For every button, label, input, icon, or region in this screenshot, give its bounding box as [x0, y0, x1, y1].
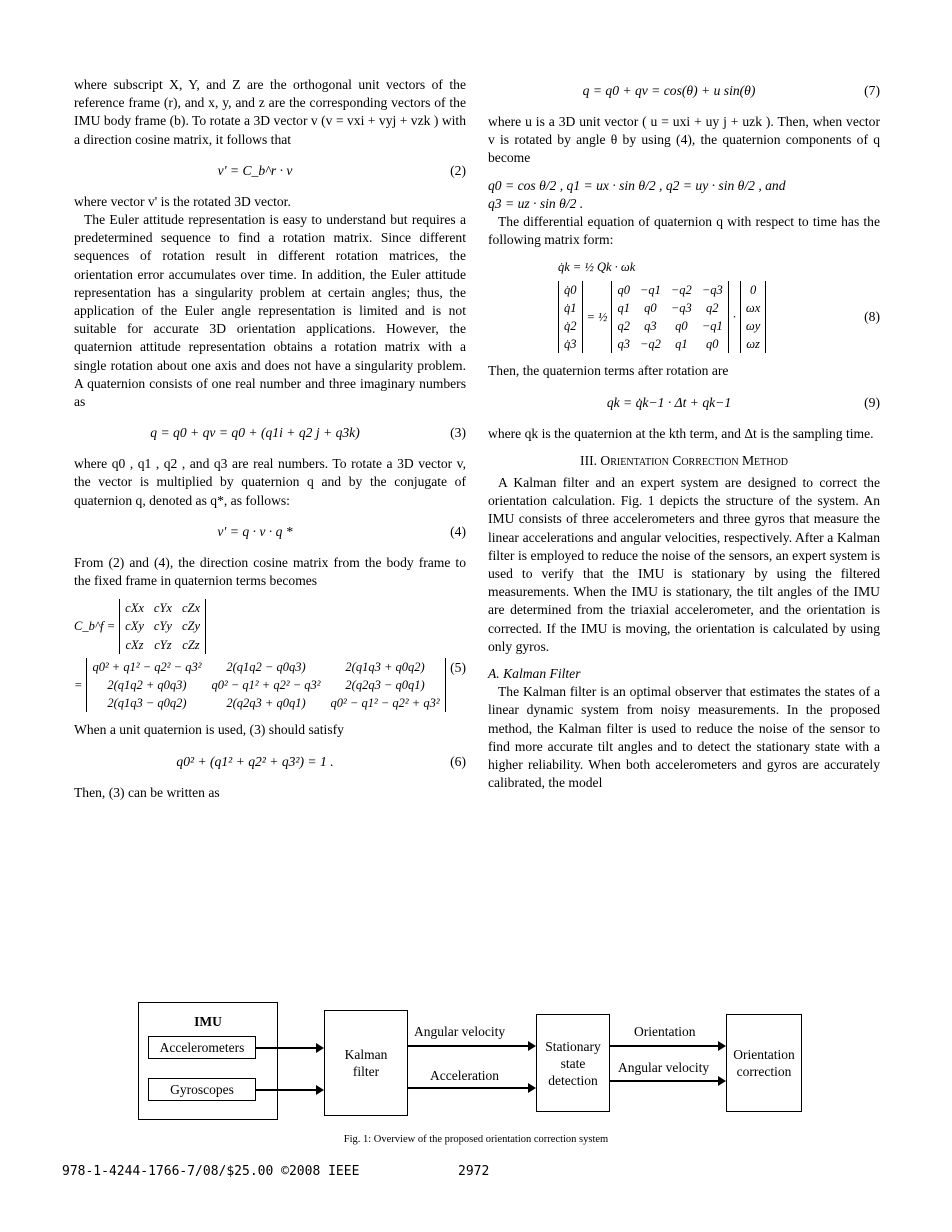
- matrix-cell: q3: [617, 337, 630, 352]
- acceleration-label: Acceleration: [430, 1068, 499, 1083]
- paragraph: Then, the quaternion terms after rotation are: [488, 363, 729, 379]
- matrix-cell: −q2: [670, 282, 692, 297]
- paragraph: where subscript X, Y, and Z are the orthogonal unit vectors of the reference frame (r), and x, y, and z are the corresponding vectors of the IMU body frame (b). To rotate a 3D vector v (v = vxi + vyj + vzk ) with a direction cosine matrix, it follows that: [74, 77, 466, 147]
- matrix-cell: cXy: [125, 619, 144, 634]
- matrix-cell: −q1: [701, 319, 723, 334]
- matrix-cell: −q1: [639, 282, 661, 297]
- matrix-cell: cXz: [125, 637, 144, 652]
- arrow: [408, 1045, 534, 1047]
- matrix-cell: q0: [706, 337, 719, 352]
- vector-cell: q̇1: [564, 300, 577, 315]
- arrow: [256, 1089, 322, 1091]
- matrix-cell: q0: [644, 300, 657, 315]
- equation-2: v' = C_b^r · v (2): [217, 162, 466, 178]
- orientation-correction-box: Orientation correction: [726, 1014, 802, 1112]
- matrix-cell: cZy: [181, 619, 201, 634]
- matrix-cell: cYz: [154, 637, 172, 652]
- matrix-cell: −q3: [670, 300, 692, 315]
- matrix-cell: cZz: [182, 637, 200, 652]
- paragraph: The Euler attitude representation is easy to understand but requires a predetermined sequence to find a rotation matrix. Since different sequences of rotation result in different rotation matrices, the orientation error accumulates over time. In addition, the Euler attitude representation has a singularity problem at certain angles; thus, the application of the Euler angle representation is limited and is not suitable for accurate 3D orientation applications. However, the quaternion attitude representation obtains a rotation matrix with a single rotation about one axis and does not have a singularity problem. A quaternion consists of one real number and three imaginary numbers as: [74, 212, 466, 410]
- vector-cell: ωy: [745, 319, 761, 334]
- matrix-cell: cYx: [153, 601, 172, 616]
- vector-cell: 0: [749, 282, 757, 297]
- equation-7: q = q0 + qv = cos(θ) + u sin(θ) (7): [582, 83, 880, 98]
- section-heading: III. Orientation Correction Method: [580, 452, 788, 468]
- matrix-cell: q0: [675, 319, 688, 334]
- matrix-cell: cZx: [181, 601, 201, 616]
- matrix-cell: 2(q1q3 + q0q2): [345, 659, 425, 674]
- matrix-cell: q2: [706, 300, 719, 315]
- stationary-detection-box: Stationary state detection: [536, 1014, 610, 1112]
- vector-omega: [740, 281, 766, 354]
- paragraph: where qk is the quaternion at the kth term, and Δt is the sampling time.: [488, 425, 874, 441]
- matrix-cell: 2(q1q2 − q0q3): [226, 659, 306, 674]
- matrix-cell: −q2: [639, 337, 661, 352]
- equation-8: q̇k = ½ Qk · ωk q̇0 q̇1 q̇2 q̇3 = ½ q0 −q1 −q2 −q3 q1 q0 −q3 q2 q2 q3 q0 −q1 q3 −q2 q1 q0 · 0 ωx ωy ωz (8): [488, 258, 880, 353]
- equation-4: v′ = q · v · q * (4): [217, 523, 466, 539]
- matrix-cell: q3: [644, 319, 657, 334]
- vector-cell: ωz: [746, 337, 760, 352]
- equation-6: q0² + (q1² + q2² + q3²) = 1 . (6): [176, 753, 466, 769]
- imu-box: IMU: [138, 1002, 278, 1120]
- matrix-cell: q0² − q1² + q2² − q3²: [211, 678, 321, 693]
- matrix-cell: q2: [617, 319, 630, 334]
- paragraph: where u is a 3D unit vector ( u = uxi + uy j + uzk ). Then, when vector v is rotated by angle θ by using (4), the quaternion components of q become: [488, 114, 880, 166]
- footer-isbn: 978-1-4244-1766-7/08/$25.00 ©2008 IEEE: [62, 1164, 360, 1179]
- paragraph: A Kalman filter and an expert system are designed to correct the orientation calculation. Fig. 1 depicts the structure of the system. An IMU consists of three accelerometers and three gyros that measure the linear accelerations and angular velocities, respectively. After a Kalman filter is employed to reduce the noise of the sensors, an expert system is used to verify that the IMU is stationary by using the filtered measurements. When the IMU is stationary, the tilt angles of the IMU are determined from the triaxial accelerometer, and the orientation is corrected. If the IMU is moving, the orientation is calculated by using only gyros.: [488, 475, 880, 654]
- matrix-cell: cYy: [153, 619, 172, 634]
- accelerometers-box: Accelerometers: [148, 1036, 256, 1059]
- matrix-cell: 2(q1q3 − q0q2): [107, 696, 187, 711]
- matrix-c: [119, 599, 206, 654]
- matrix-q: [611, 281, 728, 354]
- matrix-cell: 2(q2q3 + q0q1): [226, 696, 306, 711]
- vector-cell: ωx: [745, 300, 761, 315]
- right-column: [488, 78, 880, 793]
- angular-velocity-label: Angular velocity: [618, 1060, 710, 1075]
- paragraph: Then, (3) can be written as: [74, 784, 220, 800]
- figure-1: [138, 1000, 878, 1122]
- equation-5: C_b^f = cXx cYx cZx cXy cYy cZy cXz cYz cZz = q0² + q1² − q2² − q3² 2(q1q2 − q0q3) 2(q1q3 + q0q2) 2(q1q2 + q0q3) q0² − q1² + q2² − q3² 2(q2q3 − q0q1) 2(q1q3 − q0q2) 2(q2q3 + q0q1) q0² − q1² − q2² + q3² (5): [74, 599, 466, 712]
- subsection-heading: A. Kalman Filter: [488, 666, 581, 682]
- vector-qdot: [558, 281, 583, 354]
- matrix-cell: q1: [617, 300, 630, 315]
- matrix-cell: q0² + q1² − q2² − q3²: [92, 659, 202, 674]
- quaternion-components: q0 = cos θ/2 , q1 = ux · sin θ/2 , q2 = uy · sin θ/2 , and: [488, 177, 786, 193]
- matrix-quaternion: [86, 658, 445, 713]
- arrow: [610, 1080, 724, 1082]
- paragraph: where vector v' is the rotated 3D vector.: [74, 193, 291, 209]
- vector-cell: q̇0: [564, 282, 577, 297]
- matrix-cell: −q3: [701, 282, 723, 297]
- angular-velocity-label: Angular velocity: [414, 1024, 506, 1039]
- equation-9: qk = q̇k−1 · Δt + qk−1 (9): [606, 394, 880, 410]
- equation-3: q = q0 + qv = q0 + (q1i + q2 j + q3k) (3): [150, 425, 466, 441]
- matrix-cell: q0² − q1² − q2² + q3²: [330, 696, 440, 711]
- vector-cell: q̇2: [564, 319, 577, 334]
- gyroscopes-box: Gyroscopes: [148, 1078, 256, 1101]
- orientation-label: Orientation: [634, 1024, 696, 1039]
- quaternion-components: q3 = uz · sin θ/2 .: [488, 195, 584, 211]
- left-column: [74, 76, 466, 802]
- vector-cell: q̇3: [564, 337, 577, 352]
- matrix-cell: 2(q2q3 − q0q1): [345, 678, 425, 693]
- matrix-cell: q0: [617, 282, 630, 297]
- paragraph: The Kalman filter is an optimal observer that estimates the states of a linear dynamic system from noisy measurements. In the proposed method, the Kalman filter is used to reduce the noise of the sensor to find more accurate tilt angles and to detect the stationary state with a higher reliability. When both accelerometers and gyros are accurately calibrated, the model: [488, 684, 880, 791]
- figure-caption: Fig. 1: Overview of the proposed orientation correction system: [343, 1134, 609, 1145]
- arrow: [256, 1047, 322, 1049]
- matrix-cell: 2(q1q2 + q0q3): [107, 678, 187, 693]
- arrow: [408, 1087, 534, 1089]
- page-number: 2972: [458, 1164, 490, 1179]
- paragraph: The differential equation of quaternion q with respect to time has the following matrix form:: [488, 214, 880, 248]
- arrow: [610, 1045, 724, 1047]
- paragraph: where q0 , q1 , q2 , and q3 are real numbers. To rotate a 3D vector v, the vector is multiplied by quaternion q and by the conjugate of quaternion q, denoted as q*, as follows:: [74, 456, 466, 508]
- matrix-cell: cXx: [125, 601, 144, 616]
- paragraph: When a unit quaternion is used, (3) should satisfy: [74, 722, 344, 738]
- matrix-cell: q1: [675, 337, 688, 352]
- kalman-filter-box: Kalman filter: [324, 1010, 408, 1116]
- paragraph: From (2) and (4), the direction cosine matrix from the body frame to the fixed frame in quaternion terms becomes: [74, 554, 466, 589]
